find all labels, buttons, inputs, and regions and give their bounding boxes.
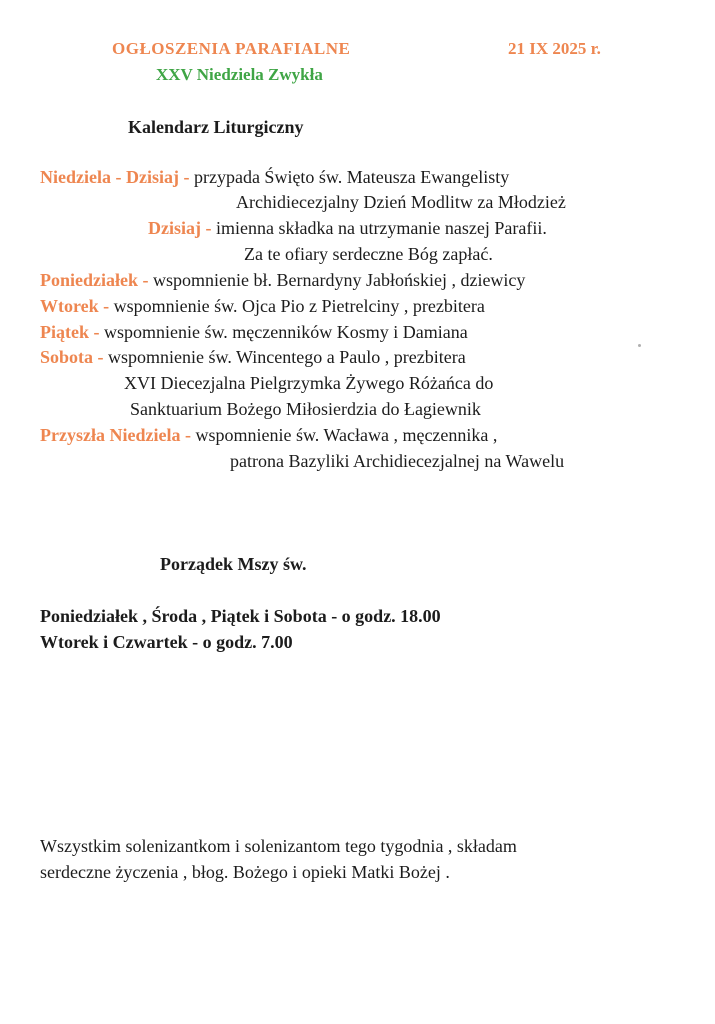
closing-wishes-line: serdeczne życzenia , błog. Bożego i opieki Matki Bożej . [40,862,450,882]
next-sunday-text: wspomnienie św. Wacława , męczennika , [195,425,498,445]
next-sunday-label: Przyszła Niedziela - [40,425,191,445]
tuesday-text: wspomnienie św. Ojca Pio z Pietrelciny , prezbitera [113,296,485,316]
sanctuary-line: Sanktuarium Bożego Miłosierdzia do Łagiewnik [130,399,481,419]
saturday-label: Sobota - [40,347,104,367]
page-title: OGŁOSZENIA PARAFIALNE [112,39,351,58]
saturday-row [40,346,466,368]
closing-wishes-line: Wszystkim solenizantkom i solenizantom tego tygodnia , składam [40,836,517,856]
today-text-continued: Za te ofiary serdeczne Bóg zapłać. [244,244,493,264]
sunday-name: XXV Niedziela Zwykła [156,65,323,84]
saturday-text: wspomnienie św. Wincentego a Paulo , prezbitera [108,347,466,367]
tuesday-row [40,295,485,317]
today-text: imienna składka na utrzymanie naszej Parafii. [215,218,547,238]
sunday-label: Niedziela - Dzisiaj - [40,167,190,187]
next-sunday-text-continued: patrona Bazyliki Archidiecezjalnej na Wawelu [230,451,565,471]
mass-schedule-line: Poniedziałek , Środa , Piątek i Sobota - o godz. 18.00 [40,606,441,626]
mass-schedule-line: Wtorek i Czwartek - o godz. 7.00 [40,632,293,652]
sunday-text: przypada Święto św. Mateusza Ewangelisty [193,167,510,187]
monday-row [40,269,525,291]
sunday-text-continued: Archidiecezjalny Dzień Modlitw za Młodzież [236,192,566,212]
announcement-date: 21 IX 2025 r. [508,39,601,58]
friday-label: Piątek - [40,322,100,342]
scan-speck [638,344,641,347]
monday-text: wspomnienie bł. Bernardyny Jabłońskiej , dziewicy [153,270,526,290]
monday-label: Poniedziałek - [40,270,149,290]
mass-schedule-heading: Porządek Mszy św. [160,554,307,574]
calendar-heading: Kalendarz Liturgiczny [128,117,304,137]
friday-row [40,321,468,343]
today-label: Dzisiaj - [148,218,212,238]
today-row [148,217,547,239]
next-sunday-row [40,424,497,446]
sunday-row [40,166,509,188]
pilgrimage-line: XVI Diecezjalna Pielgrzymka Żywego Różańca do [124,373,494,393]
friday-text: wspomnienie św. męczenników Kosmy i Damiana [103,322,468,342]
tuesday-label: Wtorek - [40,296,110,316]
